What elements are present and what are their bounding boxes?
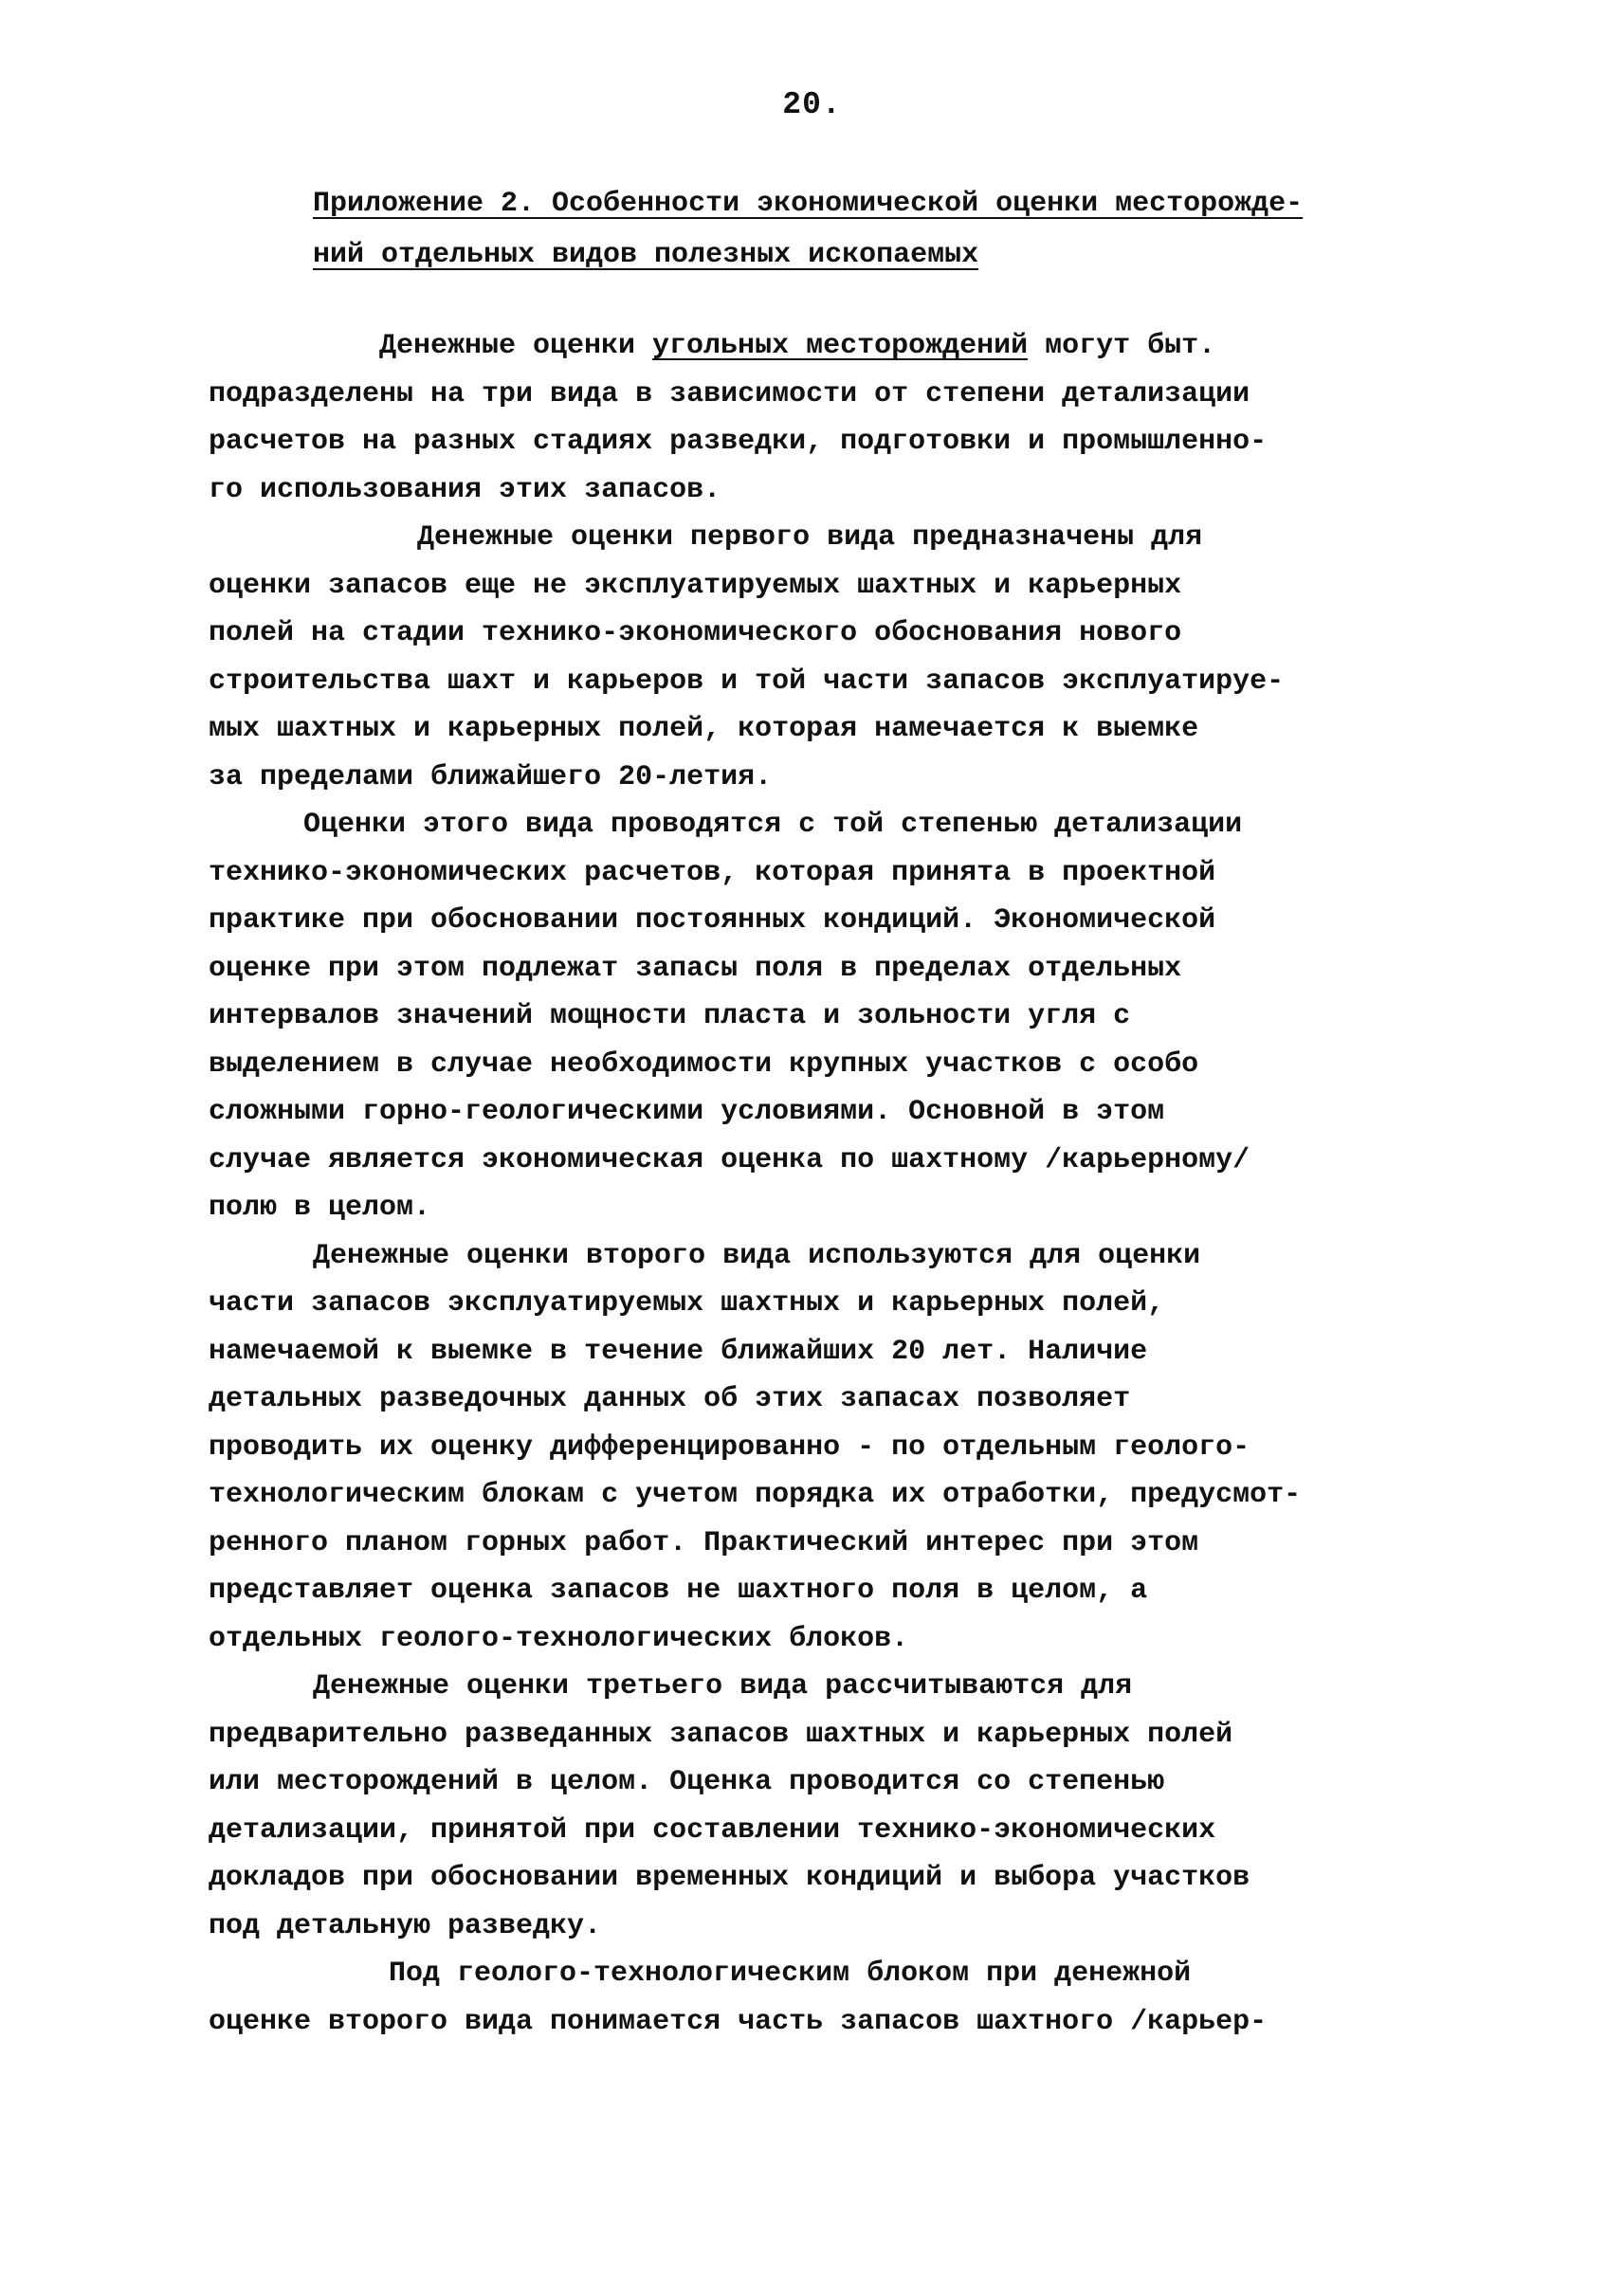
- heading-line-1: Приложение 2. Особенности экономической оценки месторожде-: [313, 188, 1304, 220]
- paragraph-line: оценки запасов еще не эксплуатируемых шахтных и карьерных: [209, 569, 1182, 602]
- paragraph-line: интервалов значений мощности пласта и зольности угля с: [209, 1000, 1131, 1032]
- text-run: могут быт.: [1028, 330, 1216, 362]
- document-body: [209, 322, 1441, 2046]
- paragraph-line: мых шахтных и карьерных полей, которая намечается к выемке: [209, 713, 1199, 745]
- paragraph-line: предварительно разведанных запасов шахтных и карьерных полей: [209, 1718, 1233, 1751]
- paragraph-line: под детальную разведку.: [209, 1909, 602, 1942]
- paragraph-line: сложными горно-геологическими условиями. Основной в этом: [209, 1096, 1165, 1128]
- paragraph-line: технологическим блокам с учетом порядка их отработки, предусмот-: [209, 1479, 1302, 1511]
- paragraph-line: Оценки этого вида проводятся с той степенью детализации: [303, 809, 1243, 841]
- paragraph-line: полю в целом.: [209, 1192, 431, 1224]
- paragraph-line: проводить их оценку дифференцированно - по отдельным геолого-: [209, 1430, 1250, 1464]
- paragraph-line: выделением в случае необходимости крупных участков с особо: [209, 1047, 1199, 1081]
- paragraph-3: [209, 801, 1441, 1232]
- paragraph-6: [209, 1950, 1441, 2046]
- paragraph-line: Денежные оценки первого вида предназначены для: [417, 521, 1203, 554]
- paragraph-5: [209, 1663, 1441, 1950]
- paragraph-line: подразделены на три вида в зависимости от степени детализации: [209, 377, 1250, 410]
- paragraph-line: представляет оценка запасов не шахтного поля в целом, а: [209, 1575, 1148, 1607]
- page-number: 20.: [782, 87, 842, 122]
- paragraph-line: Денежные оценки второго вида используются для оценки: [313, 1239, 1201, 1272]
- paragraph-line: расчетов на разных стадиях разведки, подготовки и промышленно-: [209, 426, 1268, 458]
- paragraph-line: намечаемой к выемке в течение ближайших 20 лет. Наличие: [209, 1335, 1148, 1368]
- paragraph-line: строительства шахт и карьеров и той части запасов эксплуатируе-: [209, 665, 1285, 698]
- paragraph-line: практике при обосновании постоянных кондиций. Экономической: [209, 904, 1216, 937]
- paragraph-1: [209, 322, 1441, 514]
- paragraph-line: [209, 322, 1441, 371]
- paragraph-line: или месторождений в целом. Оценка проводится со степенью: [209, 1766, 1165, 1798]
- appendix-heading: [313, 178, 1303, 281]
- paragraph-line: детализации, принятой при составлении технико-экономических: [209, 1813, 1216, 1847]
- heading-line-2: ний отдельных видов полезных ископаемых: [313, 239, 979, 271]
- paragraph-line: докладов при обосновании временных кондиций и выбора участков: [209, 1862, 1250, 1894]
- paragraph-line: детальных разведочных данных об этих запасах позволяет: [209, 1383, 1131, 1415]
- paragraph-line: части запасов эксплуатируемых шахтных и карьерных полей,: [209, 1287, 1165, 1320]
- underlined-term: угольных месторождений: [652, 330, 1029, 362]
- paragraph-4: [209, 1232, 1441, 1664]
- paragraph-line: ренного планом горных работ. Практический интерес при этом: [209, 1526, 1199, 1559]
- paragraph-line: оценке второго вида понимается часть запасов шахтного /карьер-: [209, 2005, 1268, 2038]
- text-run: Денежные оценки: [379, 330, 653, 362]
- paragraph-line: за пределами ближайшего 20-летия.: [209, 760, 773, 793]
- paragraph-line: оценке при этом подлежат запасы поля в пределах отдельных: [209, 952, 1182, 985]
- paragraph-line: го использования этих запасов.: [209, 473, 721, 506]
- paragraph-line: технико-экономических расчетов, которая принята в проектной: [209, 856, 1216, 889]
- paragraph-line: отдельных геолого-технологических блоков.: [209, 1622, 909, 1655]
- paragraph-line: Денежные оценки третьего вида рассчитываются для: [313, 1670, 1133, 1703]
- paragraph-line: Под геолого-технологическим блоком при денежной: [389, 1958, 1192, 1990]
- paragraph-2: [209, 514, 1441, 801]
- paragraph-line: случае является экономическая оценка по шахтному /карьерному/: [209, 1143, 1250, 1176]
- paragraph-line: полей на стадии технико-экономического обоснования нового: [209, 617, 1182, 649]
